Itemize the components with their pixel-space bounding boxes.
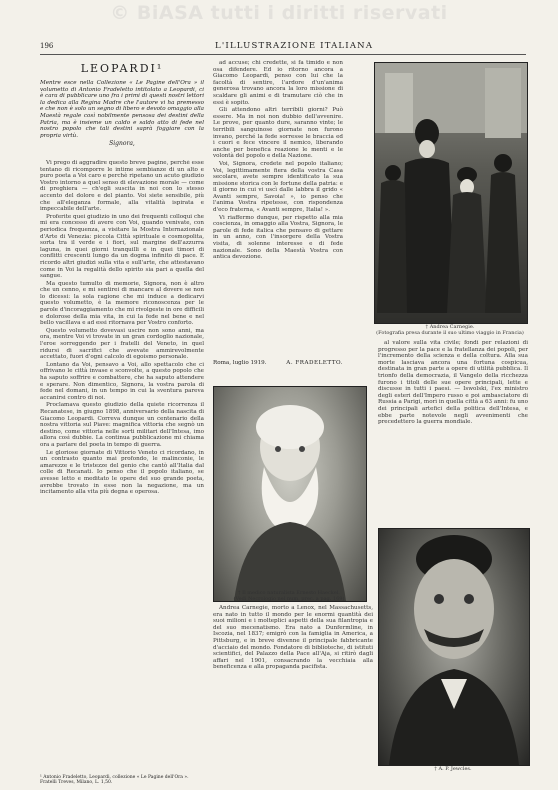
paragraph: Gli attendono altri terribili giorni? Può essere. Ma in noi non dubbio dell'avvenire. Le prove, per quanto dure, saranno vinte; le terribili sanguinose giornate non furono invano, perché la fede sorresse le braccia ed i cuori e fece vincere il nemico, liberando anche per benefica reazione le menti e le volontà del popolo e della Nazione. (213, 107, 343, 160)
paragraph: Voi, Signora, credete nel popolo italiano; Voi, legittimamente fiera della vostra Casa secolare, avete sempre identificato la sua missione storica con le fortune della patria: e il giorno in cui vi uscì dalle labbra il grido « Avanti sempre, Savoia! », io penso che l'anima Vostra ripetesse, con rispondenza d'eco fraterna, « Avanti sempre, Italia! ». (213, 160, 343, 214)
paragraph: Lontano da Voi, pensavo a Voi, allo spettacolo che ci offrivano le città invase e sconvolte, a questo popolo che ha saputo soffrire e combattere, che ha saputo attendere e sperare. Non dimentico, Signora, la vostra parola di fede nel domani, in un tempo in cui la sventura pareva accanirsi contro di noi. (40, 361, 204, 401)
article-title: LEOPARDI¹ (80, 62, 164, 75)
lead-text: Mentre esce nella Collezione « Le Pagine dell'Ora » il volumetto di Antonio Fradeletto intitolato a Leopardi, ci è cara di pubblicare uno fra i primi di questi nostri lettori la dedica alla Regina Madre che l'autore vi ha premesso e che non è solo un segno di libero e devoto omaggio alla Maestà regale così nobilmente pensosa dei destini della Patria, ma è insieme un caldo e saldo atto di fede nel nostro popolo che tali destini saprà foggiare con la propria virtù. (40, 80, 204, 139)
paragraph: Le gloriose giornate di Vittorio Veneto ci ricordano, in un contrasto quanto mai profondo, le malinconie, le amarezze e le tristezze del genio che cantò all'Italia dal colle di Recanati. Io penso che il popolo italiano, se avesse letto e meditato le opere del suo grande poeta, avrebbe trovato in esse non la negazione, ma un incitamento alla vita più degna e operosa. (40, 449, 204, 496)
caption-credit: (Vedi Necrologio nel num. prec. a pag. 169) (233, 596, 345, 602)
caption-haeckel (213, 590, 365, 602)
photo-haeckel (213, 386, 367, 602)
caption-jewcles (378, 766, 528, 772)
article-column-2 (213, 60, 343, 380)
photo-jewcles (378, 528, 530, 766)
photo-haeckel-portrait (214, 387, 366, 601)
paragraph: Andrea Carnegie, morto a Lenox, nel Massachusetts, era nato in tutto il mondo per le enormi quantità dei suoi milioni e i molteplici aspetti della sua filantropia e del suo mecenatismo. Era nato a Dunfermline, in Iscozia, nel 1837; emigrò con la famiglia in America, a Pittsburg, e in breve divenne il principale fabbricante d'acciaio del mondo. Fondatore di biblioteche, di istituti scientifici, del Palazzo della Pace all'Aja, si ritirò dagli affari nel 1901, consacrando la vecchiaia alla beneficenza e alla propaganda pacifista. (213, 605, 373, 671)
caption-carnegie (374, 324, 526, 336)
page-header (40, 40, 526, 55)
footnote: ¹ Antonio Fradeletto, Leopardi, collezione « Le Pagine dell'Ora ». Fratelli Treves, Milano, L. 1,50. (40, 775, 189, 786)
obituary-column (378, 340, 528, 520)
paragraph: al valore sulla vita civile; fondi per relazioni di progresso per la pace e la fratellanza dei popoli, per l'incremento della scienza e della coltura. Alla sua morte lasciava ancora una fortuna cospicua, destinata in gran parte a opere di utilità pubblica. Il trionfo della democrazia, il Vangelo della ricchezza furono i titoli delle sue opere principali, lette e discusse in tutti i paesi. — Iswolski, l'ex ministro degli esteri dell'Impero russo e poi ambasciatore di Russia a Parigi, morì in quella città a 63 anni: fu uno dei principali artefici della politica dell'Intesa, e ebbe parte notevole negli avvenimenti che precedettero la guerra mondiale. (378, 340, 528, 426)
photo-carnegie-figures (375, 63, 527, 323)
page-number: 196 (40, 42, 54, 50)
paragraph: Questo volumetto dovevasi uscire non sono anni, ma ora, mentre Voi vi trovate in un gran cordoglio nazionale, l'eroe sorreggendo per i fratelli del Veneto, in quel ridursi di sacrifici che avevate ammirevolmente accettato, fuori d'ogni calcolo di egoismo personale. (40, 327, 204, 361)
article-signature (213, 360, 343, 366)
watermark: © BiASA tutti i diritti riservati (110, 2, 448, 24)
signature-author: A. FRADELETTO. (286, 360, 343, 366)
signature-place-date: Roma, luglio 1919. (213, 360, 267, 366)
caption-name: † A. P. Jewcles. (434, 766, 472, 772)
paragraph: Vi prego di aggradire questo breve pagine, perchè esse tentano di ricomporre le intime sembianze di un alto e puro poeta a Voi caro e perchè ripetano un acuto giudizio Vostro intorno a quel senso di elevazione morale — come di preghiera — ch'egli suscita in noi con lo stesso accento del dolore e del pianto. Voi siete sensibile, più che all'eleganza formale, alla vitalità ispirata e impeccabile dell'arte. (40, 160, 204, 213)
salutation: Signora, (109, 140, 135, 148)
caption-name: † Andrea Carnegie. (425, 324, 475, 330)
paragraph: Proclamava questo giudizio della quiete ricorrenza il Recanatese, in giugno 1898, anniversario della nascita di Giacomo Leopardi. Correva dunque un centenario della nostra vittoria sul Piave: magnifica vittoria che segnò un destino, come vittoria nelle sorti militari dell'Intesa, imo allora così dubbie. La continua pubblicazione mi chiama ora a parlare del poeta in tempo di guerra. (40, 402, 204, 448)
obituary-carnegie (213, 605, 373, 775)
article-column-1 (40, 160, 204, 775)
journal-title: L'ILLUSTRAZIONE ITALIANA (215, 41, 374, 51)
paragraph: Proferite quei giudizio in uno dei frequenti colloqui che mi era concesso di avere con Voi, quando venivate, con periodica frequenza, a visitare la Mostra Internazionale d'Arte di Venezia: piccola Città spirituale e cosmopolita, sorta tra il verde e i fiori, sul margine dell'azzurra laguna, in quei giorni tranquilli e in quei timori di conflitti crescenti lungo da un dogma infinito di pace. E ricordo altri giudizi sulla vita e sull'arte, che attestavano come in Voi la regalità dello spirito sia pari a quella del sangue. (40, 213, 204, 280)
photo-jewcles-portrait (379, 529, 529, 765)
paragraph: Vi riaffermo dunque, per rispetto alla mia coscienza, in omaggio alla Vostra, Signora, le parole di fede italica che pensavo di gettare in un anno, con l'insorgere della Vostra visita, di solenne interesse e di fede nazionale. Sono della Maestà Vostra con antica devozione. (213, 214, 343, 261)
caption-name: † Il medico naturalista Ernesto Haeckel. (238, 590, 340, 596)
paragraph: ad accuse; chi credette, si fa timido e non osa difendere. Ed io ritorno ancora a Giacomo Leopardi, penso con lui che la facoltà di sentire, l'ardore d'un'anima generosa trovano ancora la loro missione di scaldare gli animi e di tramutare ciò che in essi è sopito. (213, 60, 343, 106)
caption-credit: (Fotografia presa durante il suo ultimo viaggio in Francia) (376, 330, 524, 336)
photo-carnegie (374, 62, 528, 324)
article-lead (40, 80, 204, 170)
paragraph: Ma questo tumulto di memorie, Signora, non è altro che un cenno, e mi sentirei di mancare al dovere se non lo dicessi: la sola ragione che mi induce a dedicarvi questo volumetto, è la memore riconoscenza per le parole d'incoraggiamento che mi rivolgeste in ore difficili e dolorose della mia vita, in cui la fede nel bene e nel bello vacillava e ad essi ritornava per Vostro conforto. (40, 280, 204, 327)
